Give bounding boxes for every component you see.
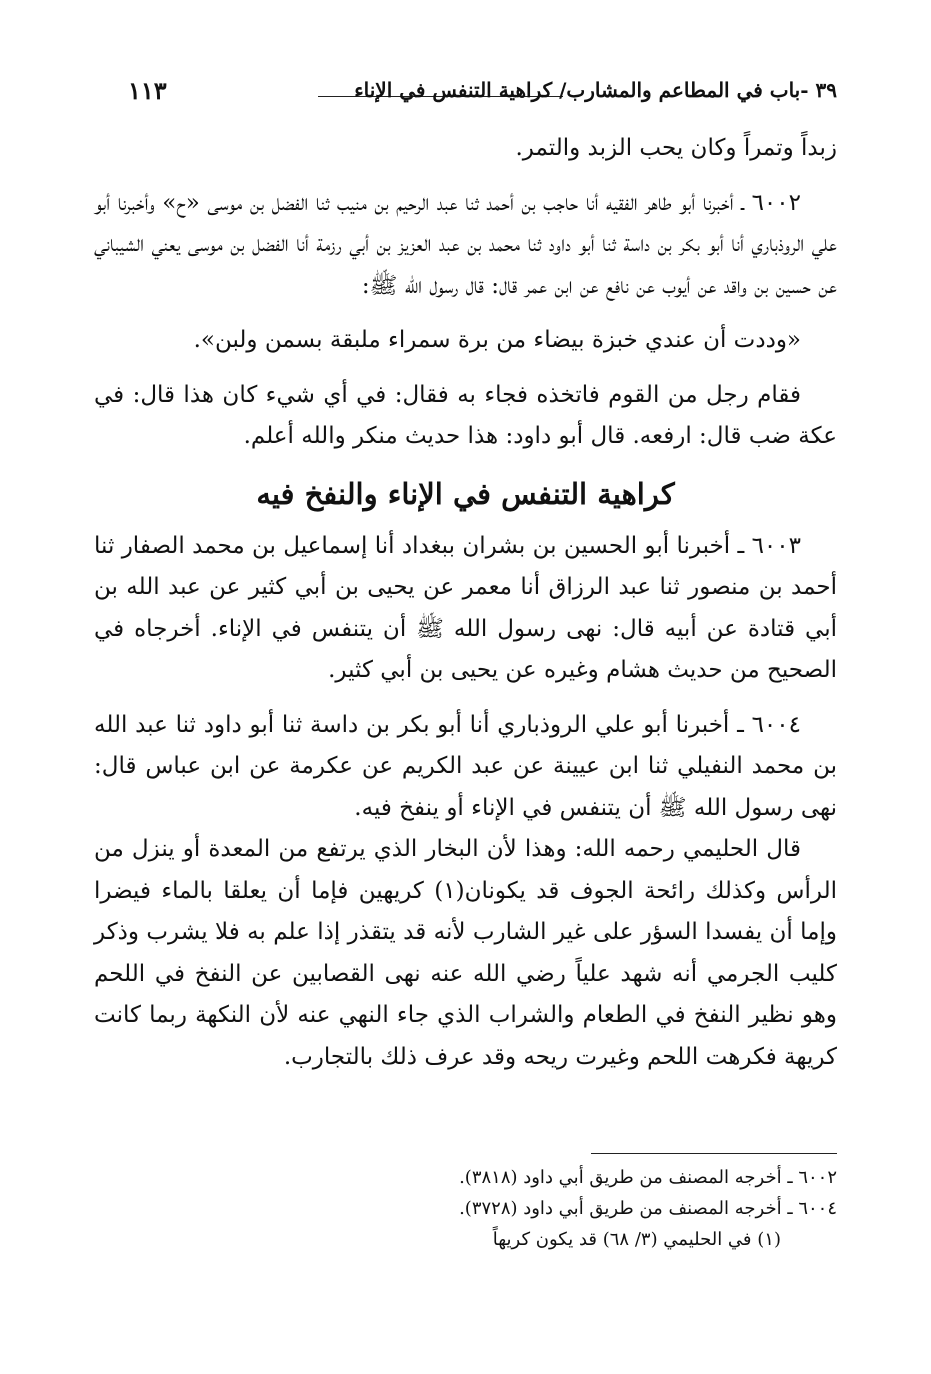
footnote-rule (591, 1153, 837, 1154)
footnote-6002: ٦٠٠٢ ـ أخرجه المصنف من طريق أبي داود (٣٨١٨). (459, 1167, 837, 1188)
section-title: كراهية التنفس في الإناء والنفخ فيه (256, 476, 675, 511)
footnote-1: (١) في الحليمي (٣/ ٦٨) قد يكون كريهاً (492, 1229, 781, 1250)
continuation-paragraph: زبداً وتمراً وكان يحب الزبد والتمر. (515, 135, 837, 161)
page-number: ١١٣ (128, 76, 167, 105)
halimi-commentary: قال الحليمي رحمه الله: وهذا لأن البخار الذي يرتفع من المعدة أو ينزل من الرأس وكذلك رائحة الجوف قد يكونان(١) كريهين فإما أن يعلقا بالماء فيضرا وإما أن يفسدا السؤر على غير الشارب لأنه قد يتقذر إذا علم به فلا يشرب وذكر كليب الجرمي أنه شهد علياً رضي الله عنه نهى القصابين عن النفخ في اللحم وهو نظير النفخ في الطعام والشراب الذي جاء النهي عنه لأن النكهة ربما كانت كريهة فكرهت اللحم وغيرت ريحه وقد عرف ذلك بالتجارب. (94, 836, 837, 1070)
hadith-6002-continuation: فقام رجل من القوم فاتخذه فجاء به فقال: في أي شيء كان هذا قال: في عكة ضب قال: ارفعه. قال أبو داود: هذا حديث منكر والله أعلم. (94, 381, 837, 449)
hadith-6003: ٦٠٠٣ ـ أخبرنا أبو الحسين بن بشران ببغداد أنا إسماعيل بن محمد الصفار ثنا أحمد بن منصور ثنا عبد الرزاق أنا معمر عن يحيى بن أبي كثير عن عبد الله بن أبي قتادة عن أبيه قال: نهى رسول الله ﷺ أن يتنفس في الإناء. أخرجاه في الصحيح من حديث هشام وغيره عن يحيى بن أبي كثير. (94, 532, 837, 683)
running-title: ٣٩ -باب في المطاعم والمشارب/ كراهية التنفس في الإناء (354, 78, 837, 102)
page-header (128, 74, 837, 108)
hadith-6002: ٦٠٠٢ ـ أخبرنا أبو طاهر الفقيه أنا حاجب بن أحمد ثنا عبد الرحيم بن منيب ثنا الفضل بن موسى «ح» وأخبرنا أبو علي الروذباري أنا أبو بكر بن داسة ثنا أبو داود ثنا محمد بن عبد العزيز بن أبي رزمة أنا الفضل بن موسى يعني الشيباني عن حسين بن واقد عن أيوب عن نافع عن ابن عمر قال: قال رسول الله ﷺ: (94, 189, 837, 299)
hadith-6004: ٦٠٠٤ ـ أخبرنا أبو علي الروذباري أنا أبو بكر بن داسة ثنا أبو داود ثنا عبد الله بن محمد النفيلي ثنا ابن عيينة عن عبد الكريم عن عكرمة عن ابن عباس قال: نهى رسول الله ﷺ أن يتنفس في الإناء أو ينفخ فيه. (94, 711, 837, 821)
hadith-6002-quote: «وددت أن عندي خبزة بيضاء من برة سمراء ملبقة بسمن ولبن». (193, 327, 801, 353)
footnotes (94, 1153, 837, 1255)
footnote-6004: ٦٠٠٤ ـ أخرجه المصنف من طريق أبي داود (٣٧٢٨). (459, 1198, 837, 1219)
main-text (94, 128, 837, 1078)
